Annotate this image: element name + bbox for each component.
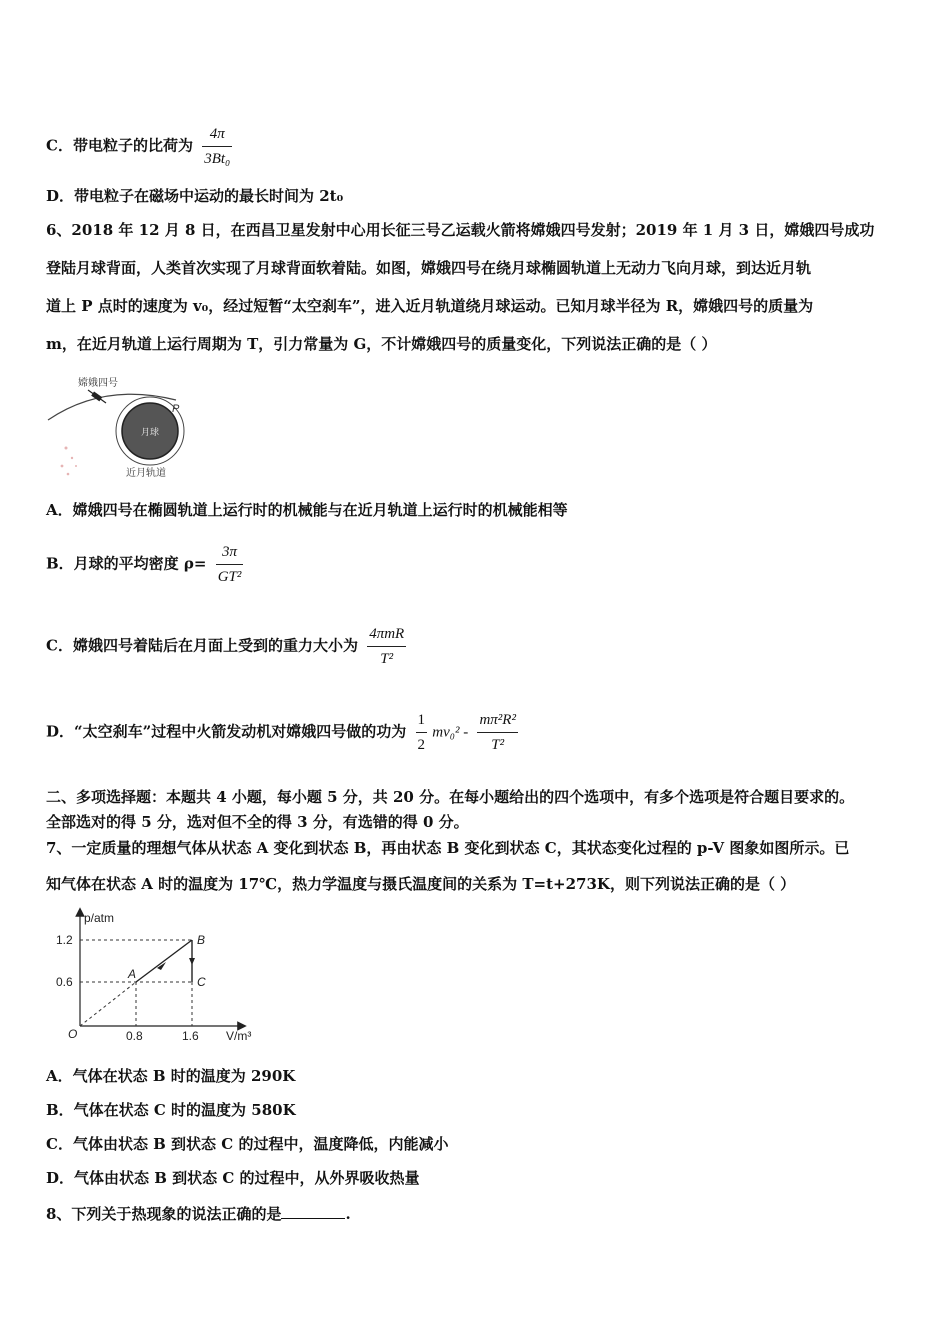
q6-option-d-mid: mv₀² - xyxy=(432,724,469,741)
x-axis-label: V/m³ xyxy=(226,1029,252,1043)
q6-option-b-label: B．月球的平均密度 ρ= xyxy=(46,554,207,573)
q7-option-c: C．气体由状态 B 到状态 C 的过程中，温度降低，内能减小 xyxy=(46,1135,449,1153)
q5-option-d: D．带电粒子在磁场中运动的最长时间为 2t₀ xyxy=(46,187,344,205)
origin-label: O xyxy=(68,1027,78,1041)
q7-stem-line-1: 7、一定质量的理想气体从状态 A 变化到状态 B，再由状态 B 变化到状态 C，其状态变化过程的 p-V 图象如图所示。已 xyxy=(46,839,850,857)
arrow-b-to-c xyxy=(189,958,195,965)
q6-option-d-label: D．“太空刹车”过程中火箭发动机对嫦娥四号做的功为 xyxy=(46,722,407,741)
origin-to-a xyxy=(80,982,136,1026)
y-tick-1-2: 1.2 xyxy=(56,933,73,947)
q7-stem-line-2: 知气体在状态 A 时的温度为 17℃，热力学温度与摄氏温度间的关系为 T=t+273K，则下列说法正确的是（ ） xyxy=(46,875,796,893)
q5-option-c-label: C．带电粒子的比荷为 xyxy=(46,136,193,155)
q6-stem-line-2: 登陆月球背面，人类首次实现了月球背面软着陆。如图，嫦娥四号在绕月球椭圆轨道上无动力飞向月球，到达近月轨 xyxy=(46,259,812,277)
q8-stem-text: 8、下列关于热现象的说法正确的是 xyxy=(46,1205,282,1223)
q6-orbit-figure xyxy=(44,370,204,482)
section2-line-2: 全部选对的得 5 分，选对但不全的得 3 分，有选错的得 0 分。 xyxy=(46,813,469,831)
point-a-label: A xyxy=(128,967,137,981)
q5-option-c-fraction: $\frac{4\pi}{\text{3Bt₀}}$ xyxy=(204,126,231,167)
q7-pv-graph xyxy=(50,906,270,1048)
q8-stem-end: . xyxy=(345,1205,351,1223)
point-b-label: B xyxy=(197,933,206,947)
y-axis-label: p/atm xyxy=(84,911,115,925)
q7-option-a: A．气体在状态 B 时的温度为 290K xyxy=(46,1067,296,1085)
process-a-to-b xyxy=(136,940,192,982)
probe-label: 嫦娥四号 xyxy=(78,378,118,389)
q6-option-a: A．嫦娥四号在椭圆轨道上运行时的机械能与在近月轨道上运行时的机械能相等 xyxy=(46,501,568,519)
x-tick-1-6: 1.6 xyxy=(182,1029,199,1043)
q8-answer-blank[interactable] xyxy=(281,1204,345,1219)
q6-option-c-label: C．嫦娥四号着陆后在月面上受到的重力大小为 xyxy=(46,636,358,655)
moon-label: 月球 xyxy=(141,427,160,437)
q6-option-b xyxy=(46,542,243,587)
decorative-dots xyxy=(61,447,77,476)
q8-stem xyxy=(46,1204,351,1224)
q6-stem-line-3: 道上 P 点时的速度为 v₀，经过短暂“太空刹车”，进入近月轨道绕月球运动。已知月球半径为 R，嫦娥四号的质量为 xyxy=(46,297,814,315)
y-tick-0-6: 0.6 xyxy=(56,975,73,989)
q6-option-b-fraction: $\frac{3\pi}{\text{GT²}}$ xyxy=(217,544,242,585)
q5-option-c xyxy=(46,124,232,169)
q6-stem-line-4: m，在近月轨道上运行周期为 T，引力常量为 G，不计嫦娥四号的质量变化，下列说法正确的是（ ） xyxy=(46,335,717,353)
point-p-label: P xyxy=(172,403,180,415)
q6-option-c-fraction: $\frac{\text{4πmR}}{\text{T²}}$ xyxy=(369,626,405,667)
q6-option-d-fraction-2: $\frac{\text{mπ²R²}}{\text{T²}}$ xyxy=(479,712,516,753)
q6-option-d xyxy=(46,710,518,755)
q6-stem-line-1: 6、2018 年 12 月 8 日，在西昌卫星发射中心用长征三号乙运载火箭将嫦娥四号发射；2019 年 1 月 3 日，嫦娥四号成功 xyxy=(46,221,875,239)
point-c-label: C xyxy=(197,975,206,989)
section2-line-1: 二、多项选择题：本题共 4 小题，每小题 5 分，共 20 分。在每小题给出的四个选项中，有多个选项是符合题目要求的。 xyxy=(46,788,855,806)
x-tick-0-8: 0.8 xyxy=(126,1029,143,1043)
q6-option-c xyxy=(46,624,406,669)
q7-option-b: B．气体在状态 C 时的温度为 580K xyxy=(46,1101,296,1119)
q6-option-d-fraction-1: $\frac{1}{2}$ xyxy=(417,712,426,753)
q7-option-d: D．气体由状态 B 到状态 C 的过程中，从外界吸收热量 xyxy=(46,1169,420,1187)
orbit-label: 近月轨道 xyxy=(126,468,166,479)
